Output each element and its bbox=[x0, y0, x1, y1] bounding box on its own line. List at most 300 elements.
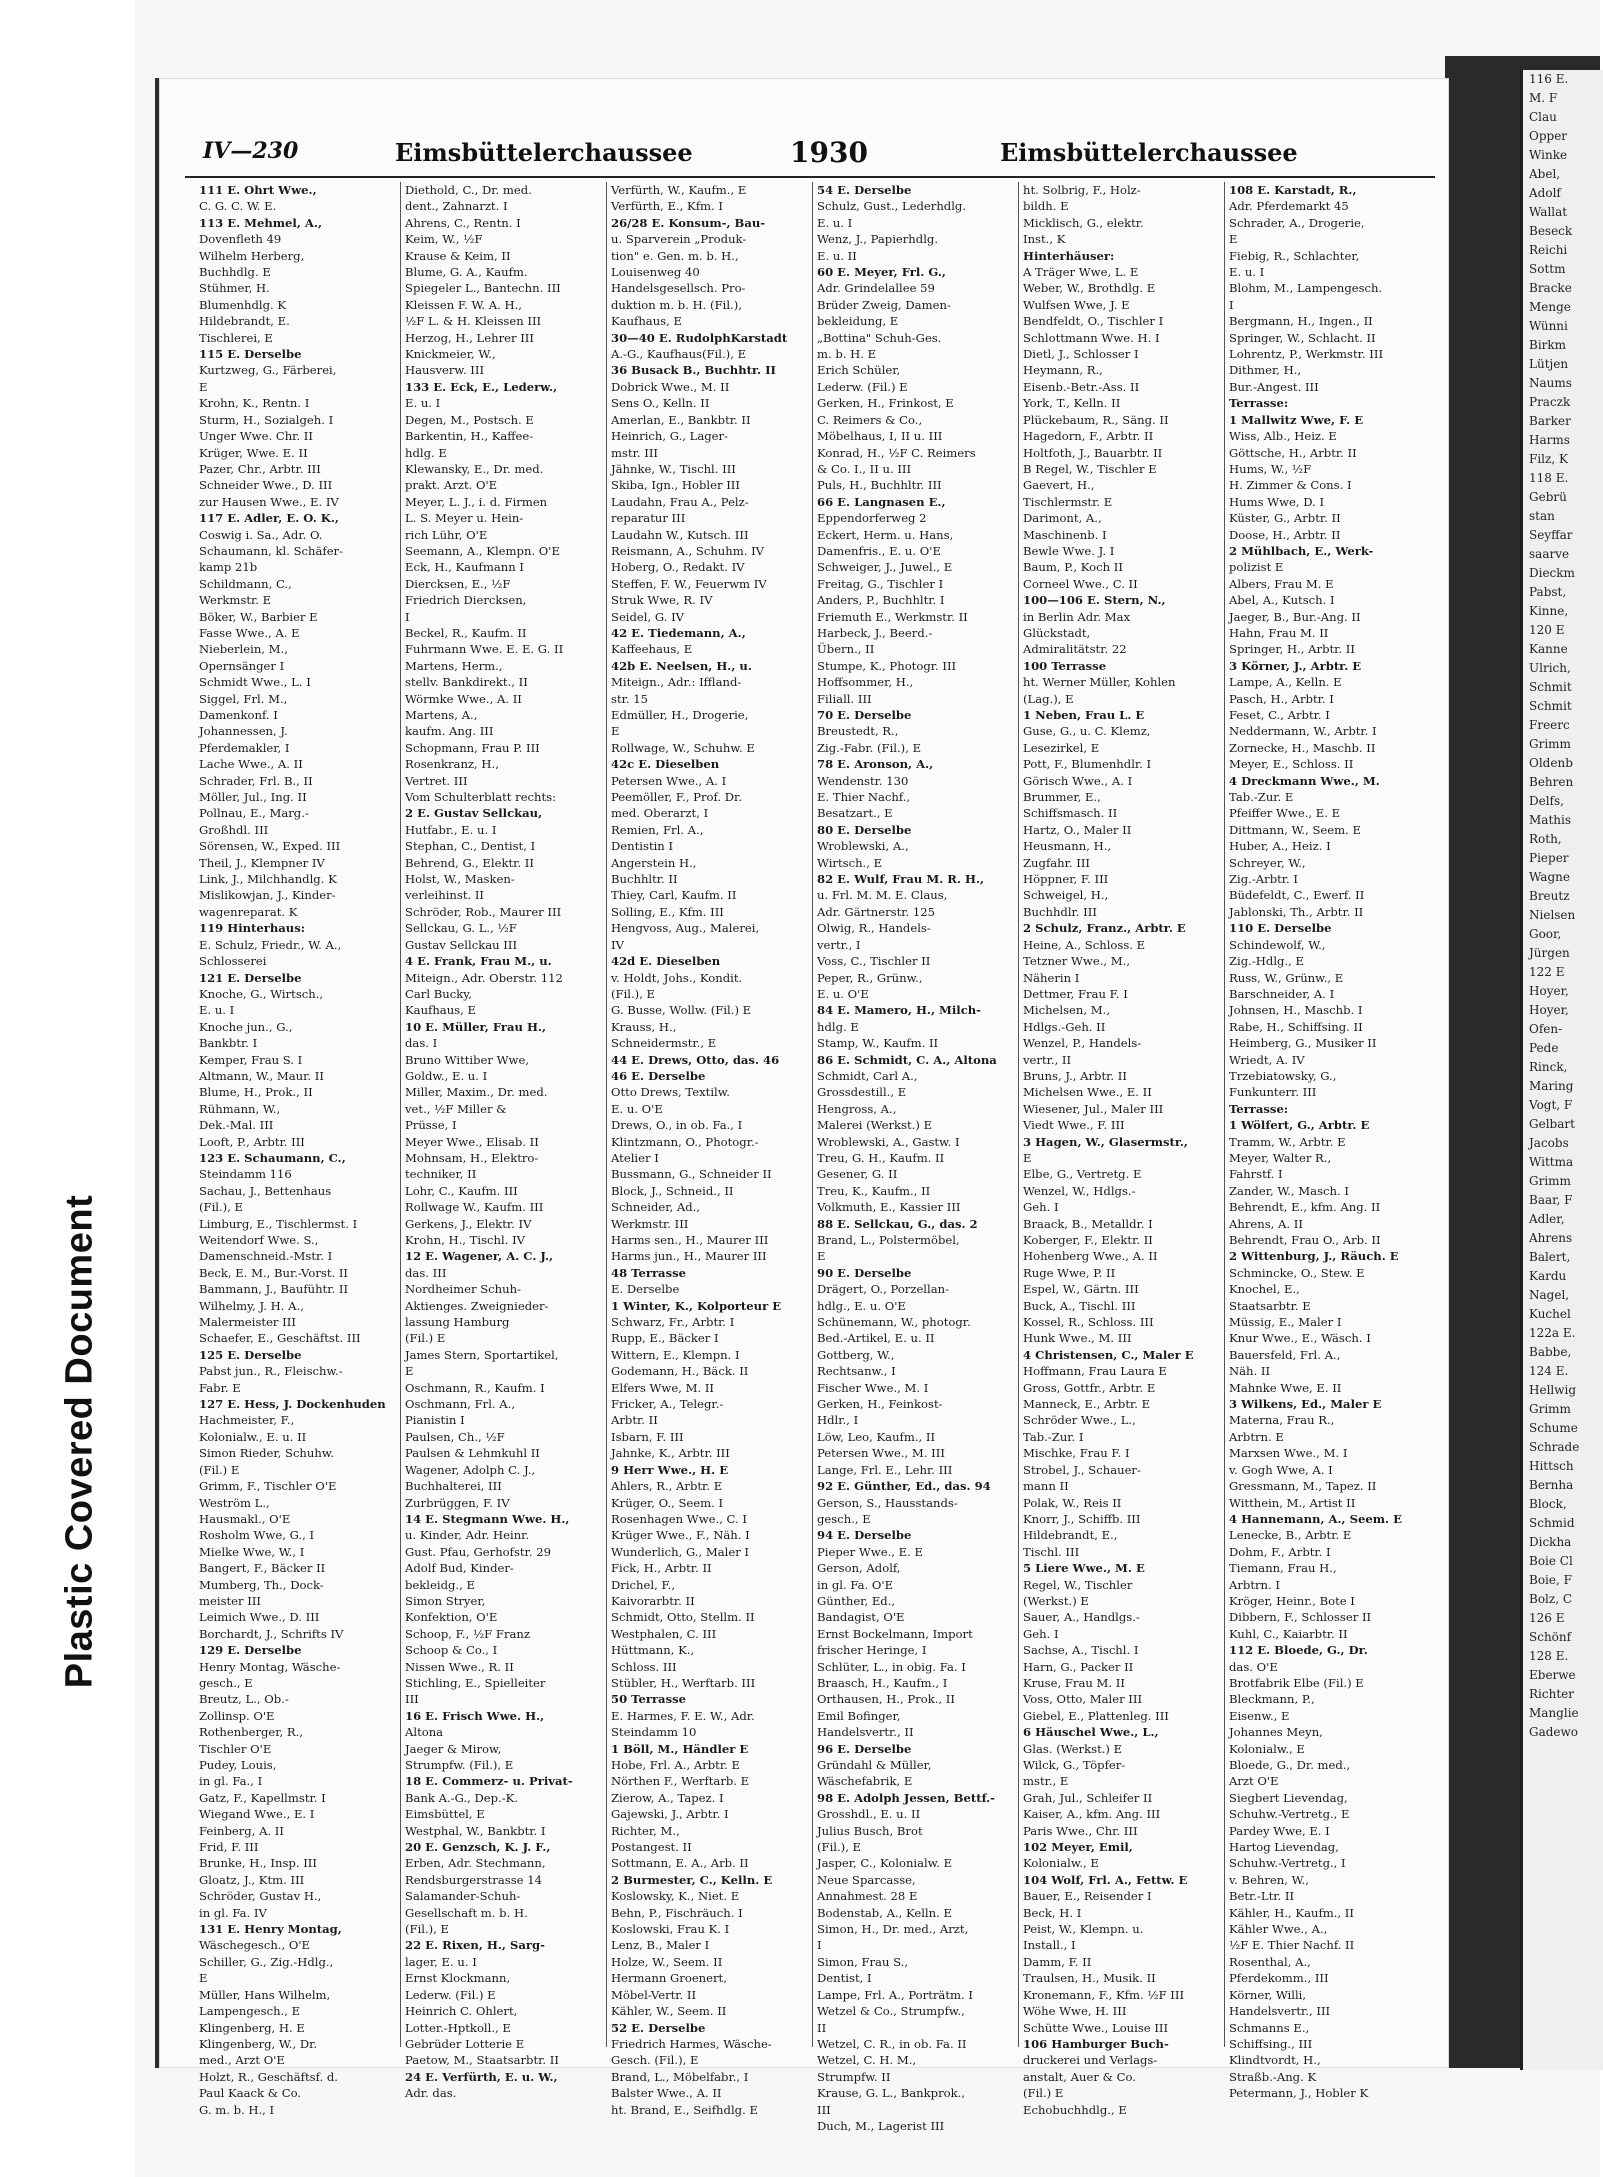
directory-entry: Bank A.-G., Dep.-K. bbox=[405, 1790, 519, 1805]
directory-entry: 92 E. Günther, Ed., das. 94 bbox=[817, 1479, 991, 1494]
directory-entry: Fuhrmann Wwe. E. E. G. II bbox=[405, 642, 564, 657]
directory-entry: Altmann, W., Maur. II bbox=[199, 1068, 324, 1083]
directory-entry: Schuhw.-Vertretg., E bbox=[1229, 1807, 1350, 1822]
directory-entry: Hums, W., ½F bbox=[1229, 461, 1312, 476]
directory-entry: Hartog Lievendag, bbox=[1229, 1840, 1339, 1855]
directory-entry: Behn, P., Fischräuch. I bbox=[611, 1905, 743, 1920]
directory-entry: Jaeger & Mirow, bbox=[405, 1741, 502, 1756]
directory-entry: 121 E. Derselbe bbox=[199, 970, 302, 985]
next-page-fragment: Schmit bbox=[1529, 699, 1572, 713]
directory-entry: Hinterhäuser: bbox=[1023, 248, 1115, 263]
directory-entry: 1 Böll, M., Händler E bbox=[611, 1741, 749, 1756]
directory-entry: 117 E. Adler, E. O. K., bbox=[199, 511, 339, 526]
directory-entry: Gerson, Adolf, bbox=[817, 1561, 901, 1576]
directory-entry: Trzebiatowsky, G., bbox=[1229, 1068, 1337, 1083]
directory-entry: lager, E. u. I bbox=[405, 1954, 477, 1969]
directory-entry: Bandagist, O'E bbox=[817, 1610, 905, 1625]
directory-entry: Lederw. (Fil.) E bbox=[405, 1987, 496, 2002]
directory-entry: Elbe, G., Vertretg. E bbox=[1023, 1167, 1142, 1182]
directory-entry: Springer, W., Schlacht. II bbox=[1229, 330, 1376, 345]
directory-entry: 4 Dreckmann Wwe., M. bbox=[1229, 773, 1380, 788]
directory-entry: 2 E. Gustav Sellckau, bbox=[405, 806, 543, 821]
directory-entry: Klindtvordt, H., bbox=[1229, 2053, 1321, 2068]
directory-entry: Hausmakl., O'E bbox=[199, 1511, 291, 1526]
directory-entry: Heymann, R., bbox=[1023, 363, 1103, 378]
directory-entry: Hoberg, O., Redakt. IV bbox=[611, 560, 745, 575]
next-page-fragment: Barker bbox=[1529, 414, 1571, 428]
directory-entry: Adr. Gärtnerstr. 125 bbox=[817, 904, 936, 919]
directory-entry: Mielke Wwe, W., I bbox=[199, 1544, 305, 1559]
directory-entry: Michelsen, M., bbox=[1023, 1003, 1110, 1018]
directory-entry: 3 Körner, J., Arbtr. E bbox=[1229, 658, 1362, 673]
directory-entry: Diercksen, E., ½F bbox=[405, 576, 511, 591]
directory-entry: Inst., K bbox=[1023, 232, 1066, 247]
directory-entry: Westphalen, C. III bbox=[611, 1626, 717, 1641]
directory-entry: Angerstein H., bbox=[611, 855, 697, 870]
directory-entry: Rosenhagen Wwe., C. I bbox=[611, 1511, 747, 1526]
directory-entry: E. u. O'E bbox=[817, 986, 869, 1001]
directory-entry: Koslowsky, K., Niet. E bbox=[611, 1889, 740, 1904]
directory-entry: Braack, B., Metalldr. I bbox=[1023, 1216, 1153, 1231]
directory-entry: 1 Wölfert, G., Arbtr. E bbox=[1229, 1118, 1370, 1133]
directory-entry: Arbtrn. I bbox=[1229, 1577, 1280, 1592]
directory-entry: Tischl. III bbox=[1023, 1544, 1080, 1559]
directory-entry: anstalt, Auer & Co. bbox=[1023, 2069, 1136, 2084]
directory-entry: Annahmest. 28 E bbox=[817, 1889, 918, 1904]
directory-entry: Friedrich Diercksen, bbox=[405, 593, 527, 608]
directory-entry: Zig.-Arbtr. I bbox=[1229, 872, 1299, 887]
directory-entry: 50 Terrasse bbox=[611, 1692, 687, 1707]
directory-entry: Weitendorf Wwe. S., bbox=[199, 1233, 319, 1247]
directory-entry: Knickmeier, W., bbox=[405, 347, 496, 362]
directory-entry: (Fil.), E bbox=[199, 1200, 244, 1215]
directory-entry: Richter, M., bbox=[611, 1823, 680, 1838]
directory-entry: Paulsen, Ch., ½F bbox=[405, 1429, 505, 1444]
directory-entry: 54 E. Derselbe bbox=[817, 183, 912, 197]
directory-entry: Möbel-Vertr. II bbox=[611, 1987, 697, 2002]
directory-entry: 123 E. Schaumann, C., bbox=[199, 1150, 346, 1165]
directory-entry: Coswig i. Sa., Adr. O. bbox=[199, 527, 323, 542]
directory-entry: Pferdekomm., III bbox=[1229, 1971, 1329, 1986]
directory-entry: str. 15 bbox=[611, 691, 648, 706]
next-page-fragment: Rinck, bbox=[1529, 1060, 1568, 1074]
directory-entry: Grosshdl., E. u. II bbox=[817, 1807, 921, 1822]
directory-entry: Espel, W., Gärtn. III bbox=[1023, 1282, 1139, 1297]
directory-entry: Zig.-Fabr. (Fil.), E bbox=[817, 740, 922, 755]
next-page-fragment: Seyffar bbox=[1529, 528, 1573, 542]
directory-entry: B Regel, W., Tischler E bbox=[1023, 461, 1157, 476]
directory-entry: Sauer, A., Handlgs.- bbox=[1023, 1610, 1140, 1625]
directory-entry: Friemuth E., Werkmstr. II bbox=[817, 609, 968, 624]
directory-entry: Kleissen F. W. A. H., bbox=[405, 297, 522, 312]
directory-entry: E. u. O'E bbox=[611, 1101, 663, 1116]
directory-entry: Heusmann, H., bbox=[1023, 839, 1112, 854]
directory-entry: in gl. Fa. IV bbox=[199, 1905, 267, 1920]
directory-entry: Betr.-Ltr. II bbox=[1229, 1889, 1295, 1904]
directory-entry: Gaevert, H., bbox=[1023, 478, 1095, 493]
directory-entry: v. Behren, W., bbox=[1229, 1872, 1309, 1887]
directory-entry: Buchhalterei, III bbox=[405, 1479, 502, 1494]
directory-entry: Sottmann, E. A., Arb. II bbox=[611, 1856, 749, 1871]
directory-entry: Henry Montag, Wäsche- bbox=[199, 1659, 341, 1674]
next-page-fragment: Abel, bbox=[1529, 167, 1561, 181]
directory-entry: hdlg., E. u. O'E bbox=[817, 1298, 906, 1313]
directory-entry: Kronemann, F., Kfm. ½F III bbox=[1023, 1987, 1185, 2002]
directory-entry: Strobel, J., Schauer- bbox=[1023, 1462, 1141, 1477]
directory-entry: Damenschneid.-Mstr. I bbox=[199, 1249, 333, 1264]
directory-entry: Stephan, C., Dentist, I bbox=[405, 839, 536, 854]
directory-entry: Schiffsmasch. II bbox=[1023, 806, 1118, 821]
directory-entry: Ahrens, A. II bbox=[1229, 1216, 1303, 1231]
directory-entry: v. Holdt, Johs., Kondit. bbox=[611, 970, 743, 985]
directory-entry: Bankbtr. I bbox=[199, 1036, 258, 1051]
directory-entry: Müller, Hans Wilhelm, bbox=[199, 1987, 331, 2002]
directory-entry: 4 E. Frank, Frau M., u. bbox=[405, 954, 552, 969]
directory-entry: Harms sen., H., Maurer III bbox=[611, 1233, 769, 1247]
directory-entry: druckerei und Verlags- bbox=[1023, 2053, 1158, 2068]
directory-entry: vertr., I bbox=[817, 937, 861, 952]
directory-entry: Wilck, G., Töpfer- bbox=[1023, 1758, 1126, 1772]
directory-entry: G. m. b. H., I bbox=[199, 2102, 275, 2117]
next-page-fragment: Breutz bbox=[1529, 889, 1570, 903]
directory-entry: 6 Häuschel Wwe., L., bbox=[1023, 1725, 1159, 1740]
directory-entry: Bewle Wwe. J. I bbox=[1023, 543, 1115, 558]
directory-entry: Eckert, Herm. u. Hans, bbox=[817, 527, 954, 542]
directory-entry: Rollwage W., Kaufm. III bbox=[405, 1200, 544, 1215]
directory-entry: 96 E. Derselbe bbox=[817, 1741, 912, 1756]
directory-entry: Gajewski, J., Arbtr. I bbox=[611, 1807, 729, 1822]
directory-entry: Pieper Wwe., E. E bbox=[817, 1544, 923, 1559]
next-page-fragment: Grimm bbox=[1529, 1174, 1571, 1188]
directory-entry: Schröder, Gustav H., bbox=[199, 1889, 322, 1904]
directory-entry: 110 E. Derselbe bbox=[1229, 921, 1332, 936]
directory-entry: Ruge Wwe, P. II bbox=[1023, 1265, 1116, 1280]
next-page-fragment: Bolz, C bbox=[1529, 1592, 1573, 1606]
directory-entry: Kaffeehaus, E bbox=[611, 642, 693, 657]
directory-entry: Wetzel & Co., Strumpfw., bbox=[817, 2004, 965, 2019]
directory-entry: Pfeiffer Wwe., E. E bbox=[1229, 806, 1341, 821]
directory-entry: Zig.-Hdlg., E bbox=[1229, 954, 1304, 969]
directory-entry: 46 E. Derselbe bbox=[611, 1068, 706, 1083]
directory-entry: Görisch Wwe., A. I bbox=[1023, 773, 1133, 788]
directory-entry: 5 Liere Wwe., M. E bbox=[1023, 1561, 1145, 1576]
directory-entry: Volkmuth, E., Kassier III bbox=[817, 1200, 961, 1215]
directory-entry: Freitag, G., Tischler I bbox=[817, 576, 944, 591]
directory-entry: Micklisch, G., elektr. bbox=[1023, 215, 1144, 230]
directory-entry: Wetzel, C. R., in ob. Fa. II bbox=[817, 2036, 967, 2051]
directory-entry: Lampengesch., E bbox=[199, 2004, 301, 2019]
directory-entry: prakt. Arzt. O'E bbox=[405, 478, 498, 493]
directory-entry: 119 Hinterhaus: bbox=[199, 921, 306, 936]
directory-entry: Zurbrüggen, F. IV bbox=[405, 1495, 510, 1510]
directory-entry: Krause & Keim, II bbox=[405, 248, 511, 263]
directory-entry: hdlg. E bbox=[405, 445, 447, 460]
directory-entry: Pazer, Chr., Arbtr. III bbox=[199, 461, 321, 476]
directory-entry: bildh. E bbox=[1023, 199, 1069, 214]
directory-entry: Meyer Wwe., Elisab. II bbox=[405, 1134, 539, 1149]
directory-entry: Gerken, H., Feinkost- bbox=[817, 1397, 943, 1412]
next-page-fragment: Kuchel bbox=[1529, 1307, 1571, 1321]
directory-entry: Dek.-Mal. III bbox=[199, 1118, 274, 1133]
directory-entry: E bbox=[199, 1971, 208, 1986]
directory-entry: Salamander-Schuh- bbox=[405, 1889, 521, 1904]
directory-entry: L. S. Meyer u. Hein- bbox=[405, 511, 524, 526]
directory-entry: Adr. das. bbox=[405, 2086, 457, 2101]
next-page-fragment: Clau bbox=[1529, 110, 1557, 124]
directory-entry: Besatzart., E bbox=[817, 806, 893, 821]
directory-entry: 3 Wilkens, Ed., Maler E bbox=[1229, 1397, 1382, 1412]
directory-entry: Blume, G. A., Kaufm. bbox=[405, 265, 528, 280]
directory-entry: James Stern, Sportartikel, bbox=[405, 1347, 559, 1362]
directory-entry: stellv. Bankdirekt., II bbox=[405, 675, 528, 690]
directory-entry: Harms jun., H., Maurer III bbox=[611, 1249, 767, 1264]
directory-entry: Gesch. (Fil.), E bbox=[611, 2053, 699, 2068]
directory-entry: E bbox=[1023, 1150, 1032, 1165]
next-page-fragment: Behren bbox=[1529, 775, 1574, 789]
directory-entry: Zander, W., Masch. I bbox=[1229, 1183, 1349, 1198]
directory-entry: Terrasse: bbox=[1229, 396, 1289, 411]
next-page-fragment: Pede bbox=[1529, 1041, 1559, 1055]
directory-entry: lassung Hamburg bbox=[405, 1315, 510, 1330]
next-page-fragment: 122a E. bbox=[1529, 1326, 1576, 1340]
directory-entry: York, T., Kelln. II bbox=[1023, 396, 1121, 411]
directory-entry: Remien, Frl. A., bbox=[611, 822, 704, 837]
directory-entry: Schloss. III bbox=[611, 1659, 677, 1674]
directory-entry: Tetzner Wwe., M., bbox=[1023, 954, 1131, 969]
next-page-fragment: Maring bbox=[1529, 1079, 1574, 1093]
directory-entry: Günther, Ed., bbox=[817, 1593, 896, 1608]
directory-entry: Schmidt, Carl A., bbox=[817, 1068, 918, 1083]
next-page-fragment: Harms bbox=[1529, 433, 1570, 447]
directory-entry: m. b. H. E bbox=[817, 347, 877, 362]
directory-entry: Malermeister III bbox=[199, 1315, 296, 1330]
directory-entry: Hdlgs.-Geh. II bbox=[1023, 1019, 1106, 1034]
directory-entry: Kaufhaus, E bbox=[405, 1003, 476, 1018]
directory-entry: E. u. I bbox=[817, 215, 853, 230]
directory-entry: Jasper, C., Kolonialw. E bbox=[817, 1856, 953, 1871]
directory-entry: Leimich Wwe., D. III bbox=[199, 1610, 320, 1625]
directory-entry: E. Harmes, F. E. W., Adr. bbox=[611, 1708, 755, 1723]
directory-entry: Dovenfleth 49 bbox=[199, 232, 282, 247]
directory-entry: C. G. C. W. E. bbox=[199, 199, 277, 214]
next-page-fragment: Babbe, bbox=[1529, 1345, 1572, 1359]
directory-entry: Eisenw., E bbox=[1229, 1708, 1290, 1723]
next-page-fragment: Schmit bbox=[1529, 680, 1572, 694]
directory-entry: Dietl, J., Schlosser I bbox=[1023, 347, 1139, 362]
directory-entry: Hildebrandt, E. bbox=[199, 314, 290, 329]
next-page-fragment: Wagne bbox=[1529, 870, 1570, 884]
directory-entry: ½F L. & H. Kleissen III bbox=[405, 314, 542, 329]
directory-entry: Petersen Wwe., A. I bbox=[611, 773, 727, 788]
directory-entry: Paul Kaack & Co. bbox=[199, 2086, 302, 2101]
directory-entry: Gust. Pfau, Gerhofstr. 29 bbox=[405, 1544, 551, 1559]
directory-entry: Kolonialw., E bbox=[1229, 1741, 1305, 1756]
directory-entry: 48 Terrasse bbox=[611, 1265, 687, 1280]
directory-entry: E. Thier Nachf., bbox=[817, 790, 911, 805]
street-title-left: Eimsbüttelerchaussee bbox=[395, 138, 693, 167]
directory-entry: Wendenstr. 130 bbox=[817, 773, 909, 788]
next-page-fragment: Grimm bbox=[1529, 1402, 1571, 1416]
directory-entry: Paetow, M., Staatsarbtr. II bbox=[405, 2053, 559, 2068]
directory-entry: u. Kinder, Adr. Heinr. bbox=[405, 1528, 530, 1543]
directory-entry: Schweiger, J., Juwel., E bbox=[817, 560, 953, 575]
directory-entry: E. Derselbe bbox=[611, 1282, 680, 1297]
next-page-fragment: Filz, K bbox=[1529, 452, 1568, 466]
directory-entry: wagenreparat. K bbox=[199, 904, 298, 919]
directory-entry: 102 Meyer, Emil, bbox=[1023, 1840, 1133, 1855]
directory-entry: das. I bbox=[405, 1036, 438, 1051]
directory-entry: Giebel, E., Plattenleg. III bbox=[1023, 1708, 1169, 1723]
next-page-fragment: Boie, F bbox=[1529, 1573, 1572, 1587]
directory-entry: Dentist, I bbox=[817, 1971, 872, 1986]
directory-column-1 bbox=[195, 182, 401, 2117]
directory-entry: Damenkonf. I bbox=[199, 708, 278, 722]
directory-entry: Stamp, W., Kaufm. II bbox=[817, 1036, 939, 1051]
directory-entry: Paris Wwe., Chr. III bbox=[1023, 1823, 1138, 1838]
directory-entry: Martens, Herm., bbox=[405, 658, 503, 673]
directory-entry: Darimont, A., bbox=[1023, 511, 1102, 526]
directory-entry: Huber, A., Heiz. I bbox=[1229, 839, 1331, 854]
directory-entry: „Bottina" Schuh-Ges. bbox=[817, 330, 942, 345]
directory-entry: Block, J., Schneid., II bbox=[611, 1183, 734, 1198]
next-page-fragment: Nagel, bbox=[1529, 1288, 1570, 1302]
directory-entry: Peist, W., Klempn. u. bbox=[1023, 1922, 1144, 1937]
directory-entry: 36 Busack B., Buchhtr. II bbox=[611, 363, 776, 378]
directory-entry: Hdlr., I bbox=[817, 1413, 859, 1428]
directory-entry: 10 E. Müller, Frau H., bbox=[405, 1019, 547, 1034]
directory-entry: Beck, H. I bbox=[1023, 1905, 1082, 1920]
directory-entry: Anders, P., Buchhltr. I bbox=[817, 593, 945, 608]
directory-entry: & Co. I., II u. III bbox=[817, 461, 912, 476]
next-page-fragment: Wittma bbox=[1529, 1155, 1574, 1169]
directory-entry: Geh. I bbox=[1023, 1200, 1059, 1215]
directory-entry: mann II bbox=[1023, 1479, 1069, 1494]
next-page-fragment: Kanne bbox=[1529, 642, 1568, 656]
directory-entry: Kähler, W., Seem. II bbox=[611, 2004, 727, 2019]
directory-entry: Brunke, H., Insp. III bbox=[199, 1856, 317, 1871]
directory-entry: Nörthen F., Werftarb. E bbox=[611, 1774, 750, 1789]
directory-entry: Nieberlein, M., bbox=[199, 642, 288, 657]
directory-entry: Heimberg, G., Musiker II bbox=[1229, 1036, 1377, 1051]
directory-entry: Gatz, F., Kapellmstr. I bbox=[199, 1790, 326, 1805]
next-page-fragment: Menge bbox=[1529, 300, 1571, 314]
next-page-fragment: Reichi bbox=[1529, 243, 1568, 257]
directory-entry: Hobe, Frl. A., Arbtr. E bbox=[611, 1758, 740, 1772]
directory-entry: Schneidermstr., E bbox=[611, 1036, 717, 1051]
directory-entry: Konrad, H., ½F C. Reimers bbox=[817, 445, 976, 460]
directory-entry: Fahrstf. I bbox=[1229, 1167, 1283, 1182]
directory-entry: Fischer Wwe., M. I bbox=[817, 1380, 929, 1395]
directory-entry: Lampe, Frl. A., Porträtm. I bbox=[817, 1987, 973, 2002]
directory-entry: Breutz, L., Ob.- bbox=[199, 1692, 289, 1707]
directory-entry: Verfürth, E., Kfm. I bbox=[611, 199, 723, 214]
directory-entry: Knoche, G., Wirtsch., bbox=[199, 986, 324, 1001]
directory-entry: Treu, K., Kaufm., II bbox=[817, 1183, 931, 1198]
directory-entry: E bbox=[199, 379, 208, 394]
directory-entry: Beck, E. M., Bur.-Vorst. II bbox=[199, 1265, 349, 1280]
directory-entry: Körner, Willi, bbox=[1229, 1987, 1307, 2002]
directory-entry: Mislikowjan, J., Kinder- bbox=[199, 888, 336, 903]
directory-entry: Wiegand Wwe., E. I bbox=[199, 1807, 315, 1822]
next-page-fragment: Bernha bbox=[1529, 1478, 1574, 1492]
directory-entry: Tiemann, Frau H., bbox=[1229, 1561, 1337, 1576]
directory-entry: Jablonski, Th., Arbtr. II bbox=[1229, 904, 1364, 919]
directory-entry: Lange, Frl. E., Lehr. III bbox=[817, 1462, 953, 1477]
directory-entry: Duch, M., Lagerist III bbox=[817, 2118, 945, 2133]
directory-entry: Otto Drews, Textilw. bbox=[611, 1085, 730, 1100]
directory-entry: Treu, G. H., Kaufm. II bbox=[817, 1150, 945, 1165]
directory-entry: Struk Wwe, R. IV bbox=[611, 593, 713, 608]
directory-entry: Keim, W., ½F bbox=[405, 232, 483, 247]
directory-entry: zur Hausen Wwe., E. IV bbox=[199, 494, 339, 509]
next-page-fragment: Sottm bbox=[1529, 262, 1566, 276]
directory-entry: Staatsarbtr. E bbox=[1229, 1298, 1311, 1313]
directory-entry: 86 E. Schmidt, C. A., Altona bbox=[817, 1052, 997, 1067]
directory-entry: Feset, C., Arbtr. I bbox=[1229, 708, 1330, 722]
directory-entry: Büdefeldt, C., Ewerf. II bbox=[1229, 888, 1365, 903]
next-page-fragment: Wallat bbox=[1529, 205, 1568, 219]
next-page-fragment: Pabst, bbox=[1529, 585, 1567, 599]
directory-entry: 112 E. Bloede, G., Dr. bbox=[1229, 1643, 1368, 1658]
directory-entry: Krüger, O., Seem. I bbox=[611, 1495, 724, 1510]
next-page-fragment: Schmid bbox=[1529, 1516, 1575, 1530]
directory-entry: Heinrich, G., Lager- bbox=[611, 429, 728, 444]
directory-entry: Glas. (Werkst.) E bbox=[1023, 1741, 1123, 1756]
page-header bbox=[185, 136, 1435, 178]
directory-entry: E bbox=[1229, 232, 1238, 247]
directory-entry: Lohrentz, P., Werkmstr. III bbox=[1229, 347, 1384, 362]
next-page-fragment: Hellwig bbox=[1529, 1383, 1577, 1397]
directory-entry: I bbox=[405, 609, 410, 624]
directory-entry: Martens, A., bbox=[405, 708, 478, 722]
directory-entry: Mahnke Wwe, E. II bbox=[1229, 1380, 1342, 1395]
directory-entry: Materna, Frau R., bbox=[1229, 1413, 1335, 1428]
directory-entry: Unger Wwe. Chr. II bbox=[199, 429, 313, 444]
directory-entry: Bauer, E., Reisender I bbox=[1023, 1889, 1152, 1904]
directory-entry: Godemann, H., Bäck. II bbox=[611, 1364, 749, 1379]
directory-entry: I bbox=[1229, 297, 1234, 312]
directory-entry: Bleckmann, P., bbox=[1229, 1692, 1315, 1707]
directory-entry: Wenz, J., Papierhdlg. bbox=[817, 232, 939, 247]
directory-entry: 22 E. Rixen, H., Sarg- bbox=[405, 1938, 545, 1953]
directory-entry: verleihinst. II bbox=[405, 888, 485, 903]
directory-entry: 111 E. Ohrt Wwe., bbox=[199, 183, 317, 197]
next-page-fragment: Jürgen bbox=[1529, 946, 1570, 960]
directory-entry: Wörmke Wwe., A. II bbox=[405, 691, 522, 706]
directory-entry: Holzt, R., Geschäftsf. d. bbox=[199, 2069, 338, 2084]
directory-entry: Michelsen Wwe., E. II bbox=[1023, 1085, 1152, 1100]
directory-entry: Laudahn W., Kutsch. III bbox=[611, 527, 749, 542]
directory-entry: Damenfris., E. u. O'E bbox=[817, 543, 941, 558]
directory-entry: Müssig, E., Maler I bbox=[1229, 1315, 1342, 1330]
directory-entry: v. Gogh Wwe, A. I bbox=[1229, 1462, 1333, 1477]
directory-entry: Wittern, E., Klempn. I bbox=[611, 1347, 740, 1362]
directory-entry: 2 Schulz, Franz., Arbtr. E bbox=[1023, 921, 1186, 936]
next-page-fragment: Hoyer, bbox=[1529, 984, 1569, 998]
directory-entry: Sellckau, G. L., ½F bbox=[405, 921, 517, 936]
directory-entry: Schreyer, W., bbox=[1229, 855, 1306, 870]
next-page-fragment: Adler, bbox=[1529, 1212, 1565, 1226]
directory-entry: Kolonialw., E. u. II bbox=[199, 1429, 307, 1444]
directory-entry: Ahlers, R., Arbtr. E bbox=[611, 1479, 723, 1494]
directory-entry: G. Busse, Wollw. (Fil.) E bbox=[611, 1003, 752, 1018]
directory-entry: Voss, Otto, Maler III bbox=[1023, 1692, 1143, 1707]
directory-entry: Fiebig, R., Schlachter, bbox=[1229, 248, 1360, 263]
directory-entry: E. Schulz, Friedr., W. A., bbox=[199, 937, 342, 952]
directory-entry: 16 E. Frisch Wwe. H., bbox=[405, 1708, 545, 1723]
directory-entry: Seemann, A., Klempn. O'E bbox=[405, 543, 560, 558]
directory-entry: Brotfabrik Elbe (Fil.) E bbox=[1229, 1675, 1364, 1690]
